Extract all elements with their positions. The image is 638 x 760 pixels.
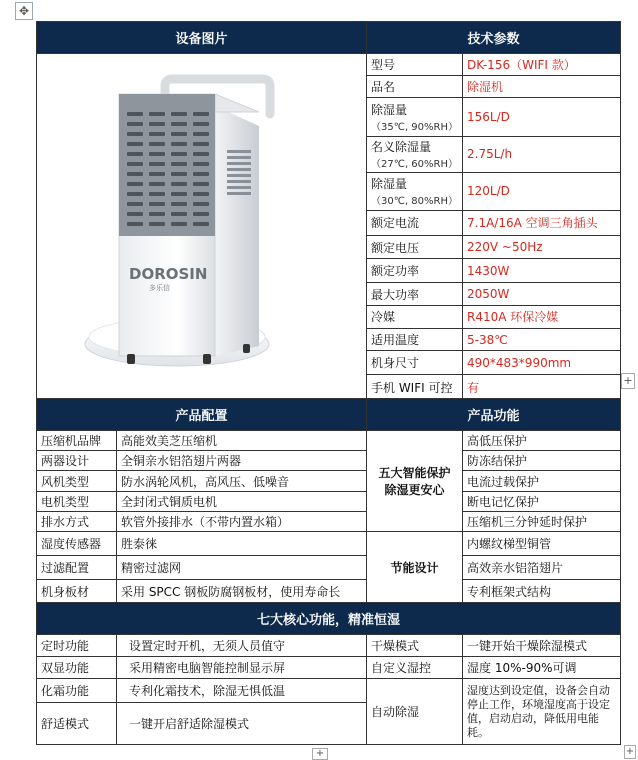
function-item: 内螺纹梯型铜管 [463,532,621,556]
spec-value: 2.75L/h [463,136,621,172]
spec-value: R410A 环保冷媒 [463,305,621,328]
spec-label: 手机 WIFI 可控 [367,375,463,400]
config-value: 防水涡轮风机，高风压、低噪音 [117,471,367,492]
function-item: 断电记忆保护 [463,492,621,512]
add-column-icon[interactable]: + [621,373,635,389]
spec-value: 5-38℃ [463,328,621,351]
core-value: 设置定时开机，无须人员值守 [117,635,367,657]
core-key: 双显功能 [37,657,117,679]
energy-group-title: 节能设计 [367,532,463,604]
function-item: 防冻结保护 [463,451,621,471]
core-value: 一键开始干燥除湿模式 [463,635,621,657]
config-key: 过滤配置 [37,556,117,580]
spec-label: 型号 [367,54,463,76]
core-key: 定时功能 [37,635,117,657]
core-key: 自定义湿控 [367,657,463,679]
spec-value: 120L/D [463,172,621,210]
spec-label: 品名 [367,75,463,98]
config-table [36,398,621,604]
spec-value: 2050W [463,283,621,306]
config-value: 胜泰徕 [117,532,367,556]
spec-label: 额定电流 [367,210,463,235]
core-value: 一键开启舒适除湿模式 [117,703,367,745]
dehumidifier-image [37,54,367,396]
tech-params-header: 技术参数 [367,22,621,54]
config-key: 排水方式 [37,512,117,532]
core-value: 采用精密电脑智能控制显示屏 [117,657,367,679]
config-value: 高能效美芝压缩机 [117,431,367,451]
core-key: 化霜功能 [37,679,117,703]
config-key: 两器设计 [37,451,117,471]
spec-label: 名义除湿量 （27℃, 60%RH） [367,136,463,172]
spec-value: 除湿机 [463,75,621,98]
spec-label: 额定功率 [367,259,463,283]
spec-condition: （30℃, 80%RH） [371,196,459,208]
config-value: 采用 SPCC 钢板防腐钢板材，使用寿命长 [117,580,367,604]
protection-group-title: 五大智能保护 除湿更安心 [367,431,463,532]
config-value: 全封闭式铜质电机 [117,492,367,512]
add-row-icon[interactable]: + [312,748,328,760]
function-item: 专利框架式结构 [463,580,621,604]
product-image-cell [37,54,367,400]
spec-value: 1430W [463,259,621,283]
spec-value: 7.1A/16A 空调三角插头 [463,210,621,235]
config-key: 电机类型 [37,492,117,512]
core-value: 专利化霜技术，除湿无惧低温 [117,679,367,703]
core-value: 湿度达到设定值，设备会自动停止工作，环境湿度高于设定值，启动启动，降低用电能耗。 [463,679,621,745]
config-key: 机身板材 [37,580,117,604]
core-key: 舒适模式 [37,703,117,745]
spec-label: 额定电压 [367,235,463,259]
spec-value: 220V ~50Hz [463,235,621,259]
core-functions-table [36,602,621,745]
spec-label: 除湿量 （30℃, 80%RH） [367,172,463,210]
spec-value: 156L/D [463,98,621,136]
equipment-image-header: 设备图片 [37,22,367,54]
core-value: 湿度 10%-90%可调 [463,657,621,679]
config-value: 全铜亲水铝箔翅片两器 [117,451,367,471]
function-item: 高低压保护 [463,431,621,451]
core-key: 自动除湿 [367,679,463,745]
spec-label: 冷媒 [367,305,463,328]
spec-table [36,21,621,400]
move-handle-icon[interactable]: ✥ [15,2,33,20]
brand-logo-text: DOROSIN [129,265,208,283]
brand-logo-subtext: 多乐信 [149,284,170,292]
core-key: 干燥模式 [367,635,463,657]
spec-condition: （35℃, 90%RH） [371,122,459,133]
spec-condition: （27℃, 60%RH） [371,159,459,171]
spec-label: 除湿量 （35℃, 90%RH） [367,98,463,136]
config-value: 软管外接排水（不带内置水箱） [117,512,367,532]
spec-value: 490*483*990mm [463,351,621,375]
product-config-header: 产品配置 [37,399,367,431]
spec-label: 适用温度 [367,328,463,351]
function-item: 电流过载保护 [463,471,621,492]
spec-label: 最大功率 [367,283,463,306]
product-function-header: 产品功能 [367,399,621,431]
resize-handle-icon[interactable]: + [625,746,635,757]
function-item: 高效亲水铝箔翅片 [463,556,621,580]
config-value: 精密过滤网 [117,556,367,580]
config-key: 风机类型 [37,471,117,492]
spec-label: 机身尺寸 [367,351,463,375]
core-functions-header: 七大核心功能，精准恒湿 [37,603,621,635]
function-item: 压缩机三分钟延时保护 [463,512,621,532]
spec-value: 有 [463,375,621,400]
config-key: 湿度传感器 [37,532,117,556]
config-key: 压缩机品牌 [37,431,117,451]
spec-value: DK-156（WIFI 款） [463,54,621,76]
